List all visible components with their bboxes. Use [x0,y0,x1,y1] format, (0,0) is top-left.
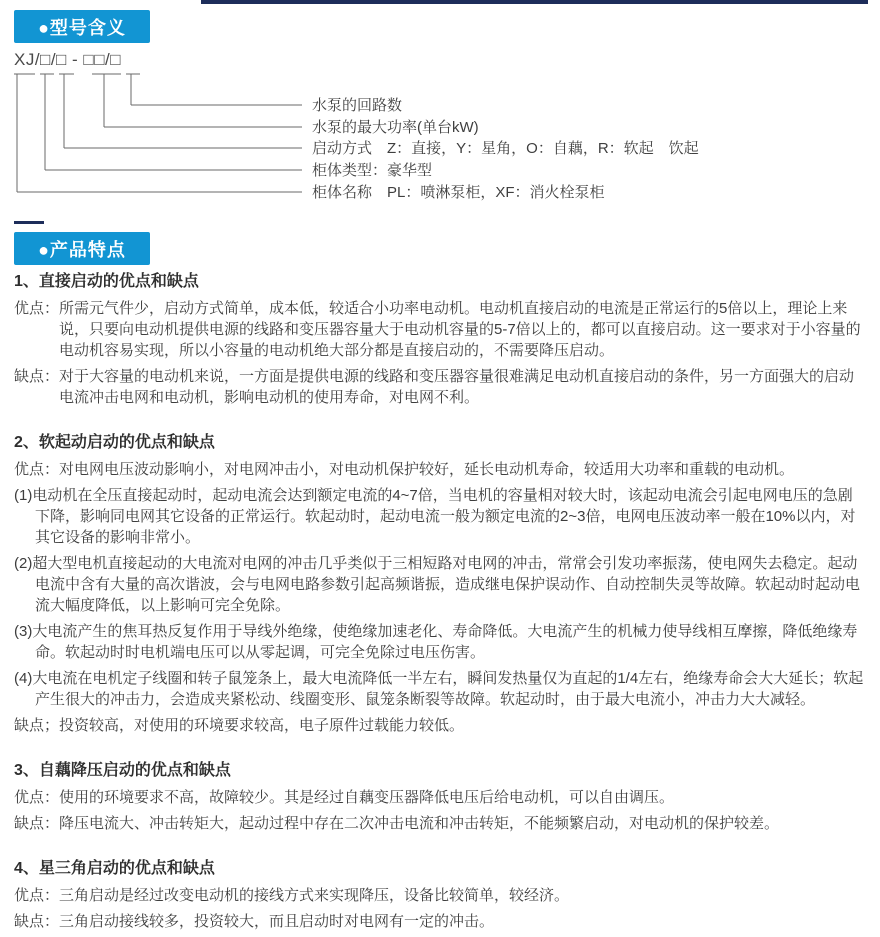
feature-paragraph: 缺点：降压电流大、冲击转矩大，起动过程中存在二次冲击电流和冲击转矩，不能频繁启动，对电动机的保护较差。 [14,815,780,832]
feature-paragraph: 缺点：三角启动接线较多，投资较大，而且启动时对电网有一定的冲击。 [14,913,495,930]
feature-section-title: 3、自藕降压启动的优点和缺点 [14,762,231,779]
feature-paragraph: 缺点；投资较高，对使用的环境要求较高，电子原件过载能力较低。 [14,717,465,734]
features-text [14,271,866,937]
model-code-label: 柜体类型：豪华型 [312,162,433,179]
feature-paragraph: 优点：对电网电压波动影响小，对电网冲击小，对电动机保护较好，延长电动机寿命，较适用大功率和重载的电动机。 [14,461,795,478]
top-navy-rule [201,0,868,4]
model-code-label: 水泵的回路数 [312,97,403,114]
feature-section-title: 1、直接启动的优点和缺点 [14,273,199,290]
feature-paragraph: 优点：三角启动是经过改变电动机的接线方式来实现降压，设备比较简单，较经济。 [14,887,570,904]
model-code-label: 柜体名称 PL：喷淋泵柜，XF：消火栓泵柜 [312,184,605,201]
feature-paragraph: 优点：使用的环境要求不高，故障较少。其是经过自藕变压器降低电压后给电动机，可以自由调压。 [14,789,675,806]
section-header-features-label: ●产品特点 [38,239,126,260]
feature-paragraph: (3)大电流产生的焦耳热反复作用于导线外绝缘，使绝缘加速老化、寿命降低。大电流产生的机械力使导线相互摩擦，降低绝缘寿命。软起动时时电机端电压可以从零起调，可完全免除过电压伤害。 [14,623,858,661]
feature-paragraph: 优点：所需元气件少，启动方式简单，成本低，较适合小功率电动机。电动机直接启动的电流是正常运行的5倍以上，理论上来说，只要向电动机提供电源的线路和变压器容量大于电动机容量的5-7倍以上的，都可以直接启动。这一要求对于小容量的电动机容易实现，所以小容量的电动机绝大部分都是直接启动的，不需要降压启动。 [14,300,861,359]
feature-section-title: 4、星三角启动的优点和缺点 [14,860,215,877]
feature-paragraph: 缺点：对于大容量的电动机来说，一方面是提供电源的线路和变压器容量很难满足电动机直接启动的条件，另一方面强大的启动电流冲击电网和电动机，影响电动机的使用寿命，对电网不利。 [14,368,855,406]
model-code-label: 启动方式 Z：直接，Y：星角，O：自藕，R：软起 饮起 [312,140,699,157]
model-code-diagram [0,50,880,220]
model-code-label: 水泵的最大功率(单台kW) [312,119,479,136]
model-code: XJ/□/□ - □□/□ [14,50,121,69]
section-header-features [14,232,150,265]
feature-paragraph: (1)电动机在全压直接起动时，起动电流会达到额定电流的4~7倍，当电机的容量相对较大时，该起动电流会引起电网电压的急剧下降，影响同电网其它设备的正常运行。软起动时，起动电流一般为额定电流的2~3倍，电网电压波动率一般在10%以内，对其它设备的影响非常小。 [14,487,856,546]
feature-paragraph: (2)超大型电机直接起动的大电流对电网的冲击几乎类似于三相短路对电网的冲击，常常会引发功率振荡，使电网失去稳定。起动电流中含有大量的高次谐波，会与电网电路参数引起高频谐振，造成继电保护误动作、自动控制失灵等故障。软起动时起动电流大幅度降低，以上影响可完全免除。 [14,555,861,614]
feature-section-title: 2、软起动启动的优点和缺点 [14,434,215,451]
section-header-model [14,10,150,43]
section-header-model-label: ●型号含义 [38,17,126,38]
features-navy-rule [14,221,44,224]
feature-paragraph: (4)大电流在电机定子线圈和转子鼠笼条上，最大电流降低一半左右，瞬间发热量仅为直起的1/4左右，绝缘寿命会大大延长；软起产生很大的冲击力，会造成夹紧松动、线圈变形、鼠笼条断裂等故障。软起动时，由于最大电流小，冲击力大大减轻。 [14,670,864,708]
